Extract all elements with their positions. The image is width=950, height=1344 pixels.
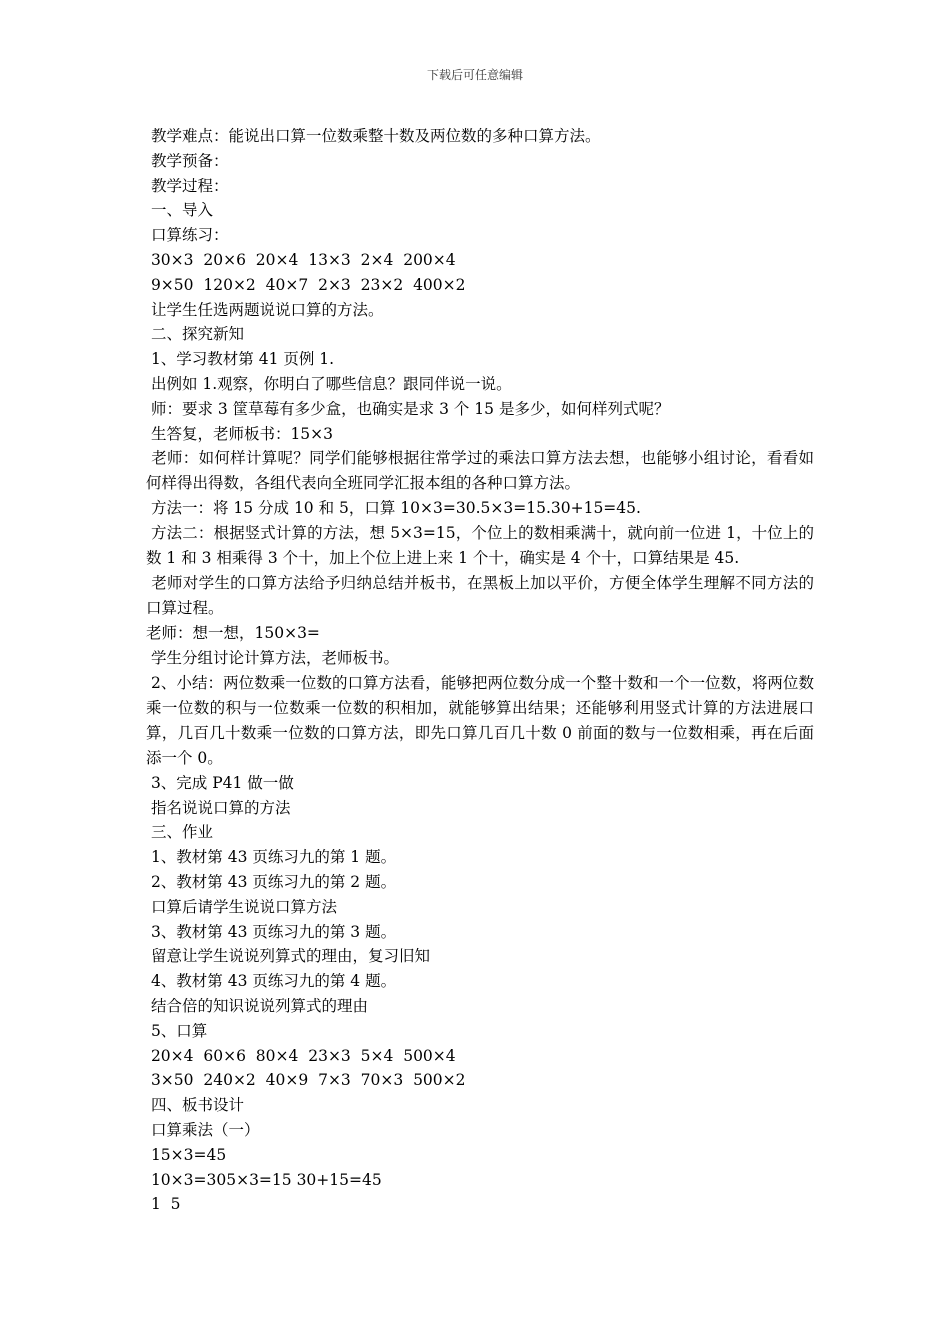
paragraph-summary: 2、小结：两位数乘一位数的口算方法看，能够把两位数分成一个整十数和一个一位数，将两位数乘一位数的积与一位数乘一位数的积相加，就能够算出结果；还能够利用竖式计算的方法进展口算，几百几十数乘一位数的口算方法，即先口算几百几十数 0 前面的数与一位数相乘，再在后面添一个 0。 xyxy=(146,673,814,767)
section-heading-homework: 三、作业 xyxy=(146,823,213,842)
homework-note-3: 留意让学生说说列算式的理由，复习旧知 xyxy=(146,947,430,966)
paragraph-observe: 出例如 1.观察，你明白了哪些信息？跟同伴说一说。 xyxy=(146,374,512,393)
homework-note-2: 口算后请学生说说口算方法 xyxy=(146,897,337,916)
paragraph-teaching-preparation: 教学预备： xyxy=(146,151,229,170)
paragraph-do-exercise: 3、完成 P41 做一做 xyxy=(146,773,294,792)
paragraph-method-one: 方法一：将 15 分成 10 和 5，口算 10×3=30.5×3=15.30+15=45. xyxy=(146,499,641,518)
paragraph-how-to-calculate: 老师：如何样计算呢？同学们能够根据往常学过的乘法口算方法去想，也能够小组讨论，看看如何样得出得数，各组代表向全班同学汇报本组的各种口算方法。 xyxy=(146,449,814,493)
section-heading-explore: 二、探究新知 xyxy=(146,325,244,344)
homework-item-5: 5、口算 xyxy=(146,1021,208,1040)
paragraph-think: 老师：想一想，150×3= xyxy=(146,624,320,643)
paragraph-teaching-difficulty: 教学难点：能说出口算一位数乘整十数及两位数的多种口算方法。 xyxy=(146,127,601,145)
paragraph-student-answer: 生答复，老师板书：15×3 xyxy=(146,424,334,443)
exercise-row-2: 9×50 120×2 40×7 2×3 23×2 400×2 xyxy=(146,275,466,294)
board-digits: 1 5 xyxy=(146,1195,181,1214)
homework-item-4: 4、教材第 43 页练习九的第 4 题。 xyxy=(146,972,397,991)
section-heading-board-design: 四、板书设计 xyxy=(146,1096,244,1115)
homework-item-2: 2、教材第 43 页练习九的第 2 题。 xyxy=(146,872,397,891)
page-header: 下载后可任意编辑 xyxy=(426,68,523,82)
paragraph-teaching-process: 教学过程： xyxy=(146,176,229,195)
homework-note-4: 结合倍的知识说说列算式的理由 xyxy=(146,996,368,1015)
paragraph-oral-practice: 口算练习： xyxy=(146,226,229,245)
homework-item-1: 1、教材第 43 页练习九的第 1 题。 xyxy=(146,848,397,867)
document-body xyxy=(146,124,814,1217)
paragraph-teacher-summary: 老师对学生的口算方法给予归纳总结并板书，在黑板上加以平价，方便全体学生理解不同方法的口算过程。 xyxy=(146,574,814,618)
exercise-row-1: 30×3 20×6 20×4 13×3 2×4 200×4 xyxy=(146,250,456,269)
oral-exercise-row-2: 3×50 240×2 40×9 7×3 70×3 500×2 xyxy=(146,1071,466,1090)
paragraph-name-students: 指名说说口算的方法 xyxy=(146,798,291,817)
board-equation-2: 10×3=305×3=15 30+15=45 xyxy=(146,1170,382,1189)
paragraph-teacher-question: 师：要求 3 筐草莓有多少盒，也确实是求 3 个 15 是多少，如何样列式呢？ xyxy=(146,399,670,418)
board-equation-1: 15×3=45 xyxy=(146,1145,227,1164)
oral-exercise-row-1: 20×4 60×6 80×4 23×3 5×4 500×4 xyxy=(146,1046,456,1065)
section-heading-introduction: 一、导入 xyxy=(146,201,213,220)
paragraph-group-discussion: 学生分组讨论计算方法，老师板书。 xyxy=(146,648,399,667)
paragraph-method-two: 方法二：根据竖式计算的方法，想 5×3=15，个位上的数相乘满十，就向前一位进 1，十位上的数 1 和 3 相乘得 3 个十，加上个位上进上来 1 个十，确实是 4 个十，口算结果是 45. xyxy=(146,524,815,568)
board-title: 口算乘法（一） xyxy=(146,1120,260,1139)
paragraph-student-choice: 让学生任选两题说说口算的方法。 xyxy=(146,300,384,319)
homework-item-3: 3、教材第 43 页练习九的第 3 题。 xyxy=(146,922,397,941)
paragraph-example-1: 1、学习教材第 41 页例 1. xyxy=(146,350,335,369)
